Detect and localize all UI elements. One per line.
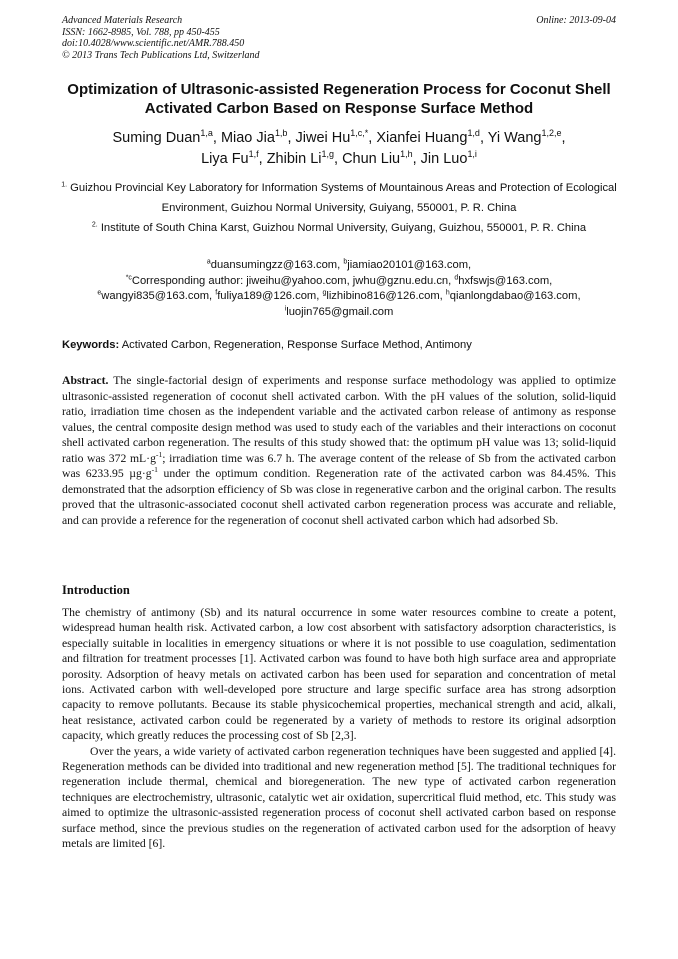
copyright-line: © 2013 Trans Tech Publications Ltd, Switzerland [62, 49, 260, 61]
paragraph: Over the years, a wide variety of activated carbon regeneration techniques have been suggested and applied [4]. Regeneration methods can be divided into traditional and new regeneration method [5]. The traditional techniques for regeneration include thermal, chemical and bioregeneration. The new type of activated carbon regeneration techniques are electrochemistry, ultrasonic, catalytic wet air oxidation, supercritical fluid method, etc. This study was aimed to optimize the ultrasonic-assisted regeneration process of coconut shell activated carbon based on response surface method, since the previous studies on the regeneration of activated carbon used for the adsorption of heavy metals are limited [6]. [62, 744, 616, 851]
author: Chun Liu$^{1,h}$, [342, 149, 421, 167]
author: Xianfei Huang$^{1,d}$, [376, 128, 488, 146]
abstract-label: Abstract. [62, 374, 109, 387]
author: Yi Wang$^{1,2,e}$, [487, 128, 566, 146]
introduction-body [62, 605, 616, 852]
keywords-text: Activated Carbon, Regeneration, Response Surface Method, Antimony [119, 339, 472, 351]
journal-header [62, 15, 616, 61]
online-date: Online: 2013-09-04 [536, 15, 616, 26]
keywords [62, 338, 616, 352]
affiliations [60, 178, 618, 236]
paragraph: The chemistry of antimony (Sb) and its natural occurrence in some water resources combine to create a potent, widespread human health risk. Activated carbon, a low cost absorbent with satisfactory adsorption characteristics, is especially suitable in localities in emergency situations or where it is not possible to use coagulation, sedimentation and filtration for treatment processes [1]. Activated carbon was found to have both high surface area and appropriate porosity. Adsorption of heavy metals on activated carbon has been used for separation and concentration of metal ions. Activated carbon with well-developed pore structure and large specific surface area has strong adsorption capacity to remove pollutants. Because its stable physicochemical properties, mechanical strength and acid, alkali, heat resistance, activated carbon could be regenerated by a variety of methods to restore its original adsorption capacity, which greatly reduces the processing cost of Sb [2,3]. [62, 606, 616, 743]
journal-name: Advanced Materials Research [62, 15, 183, 26]
email-line: $^a$duansumingzz@163.com, $^b$jiamiao20101@163.com, [206, 258, 472, 271]
author: Jiwei $Hu^{1,c,*}$, [295, 128, 377, 146]
author: Jin Luo$^{1,i}$ [420, 149, 477, 167]
email-line: $^i$luojin765@gmail.com [284, 304, 394, 318]
keywords-label: Keywords: [62, 339, 120, 351]
author-list [50, 128, 628, 170]
affiliation-2: $^{2.}$ Institute of South China Karst, Guizhou Normal University, Guiyang, Guizhou, 550001, P. R. China [91, 221, 587, 234]
issn-line: ISSN: 1662-8985, Vol. 788, pp 450-455 [62, 26, 220, 38]
abstract: Abstract. The single-factorial design of experiments and response surface methodology was applied to optimize ultrasonic-assisted regeneration of coconut shell activated carbon. With the pH values of the solution, solid-liquid ratio, irradiation time chosen as the independent variable and the activated carbon release of antimony as response values, the central composite design method was used to study each of the variables and their interactions on coconut shell activated carbon regeneration. The results of this study showed that: the optimum pH value was 13; solid-liquid ratio was 372 $mL\cdot g^{-1}$; irradiation time was 6.7 h. The average content of the release of Sb from the activated carbon was 6233.95 $\mu g\cdot g^{-1}$ under the optimum condition. Regeneration rate of the activated carbon was 84.45%. This demonstrated that the adsorption efficiency of Sb was close in regenerative carbon and the original carbon. The results proved that the ultrasonic-associated coconut shell activated carbon regeneration process was accurate and reliable, and can provide a reference for the regeneration of coconut shell activated carbon which had adsorbed Sb. [62, 374, 617, 527]
email-line: $^{*c}$Corresponding author: jiweihu@yahoo.com, jwhu@gznu.edu.cn, $^d$hxfswjs@163.com, [125, 273, 553, 287]
doi-line: doi:10.4028/www.scientific.net/AMR.788.450 [62, 38, 245, 49]
author: Zhibin Li$^{1,g}$, [266, 149, 343, 167]
author: Liya Fu$^{1,f}$, [201, 149, 267, 167]
section-heading-introduction: Introduction [62, 583, 130, 597]
author: Miao Jia$^{1,b}$, [220, 128, 296, 146]
email-list [60, 258, 618, 320]
paper-title: Optimization of Ultrasonic-assisted Regeneration Process for Coconut Shell Activated Carbon Based on Response Surface Method [67, 81, 611, 117]
affiliation-1: $^{1.}$ Guizhou Provincial Key Laboratory for Information Systems of Mountainous Areas and Protection of Ecological Environment, Guizhou Normal University, Guiyang, 550001, P. R. China [61, 181, 617, 214]
email-line: $^e$wangyi835@163.com, $^f$fuliya189@126.com, $^g$lizhibino816@126.com, $^h$qianlongdabao@163.com, [97, 289, 581, 302]
author: Suming Duan$^{1,a}$, [112, 128, 221, 146]
